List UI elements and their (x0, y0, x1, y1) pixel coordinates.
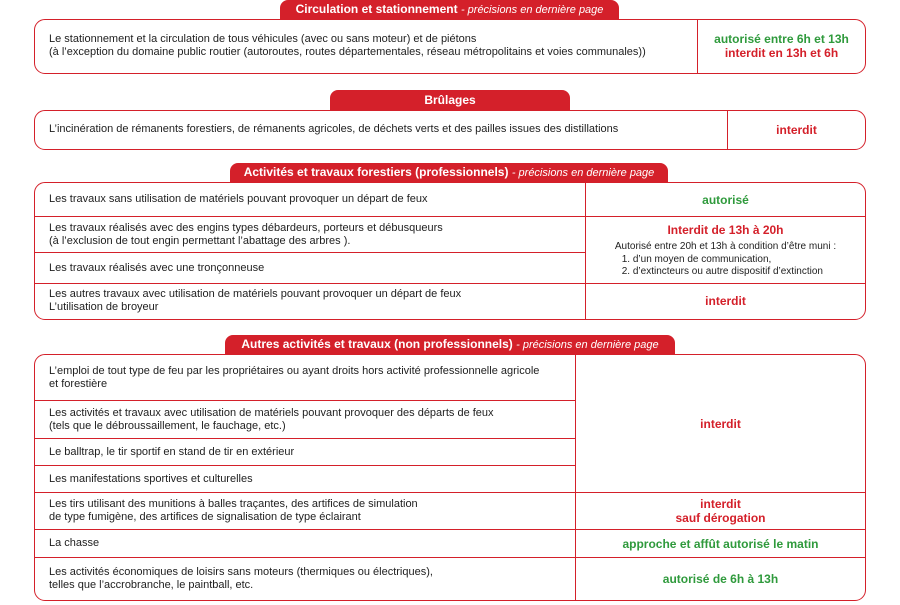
list-item: 1. d’un moyen de communication, (633, 254, 836, 266)
table-row-label (35, 284, 585, 318)
table-brulages (34, 110, 866, 150)
table-row-label (35, 355, 575, 400)
row-text-line: (à l’exclusion de tout engin permettant l’abattage des arbres ). (49, 234, 351, 247)
condition-text: Autorisé entre 20h et 13h à condition d’être muni : (614, 240, 837, 252)
table-row-label (35, 558, 575, 599)
section-header-brulages (330, 90, 570, 110)
table-row-label: L’incinération de rémanents forestiers, de rémanents agricoles, de déchets verts et des pailles issues des distillations (49, 123, 619, 135)
status-forbidden: interdit (705, 294, 746, 308)
status-allowed: approche et affût autorisé le matin (622, 536, 819, 551)
status-forbidden: interdit (700, 416, 741, 431)
row-text-line: Les autres travaux avec utilisation de matériels pouvant provoquer un départ de feux (49, 288, 462, 300)
status-line: sauf dérogation (675, 511, 766, 525)
condition-list (615, 254, 836, 278)
row-text-line: et forestière (49, 377, 108, 390)
row-text-line: Les travaux réalisés avec des engins types débardeurs, porteurs et débusqueurs (49, 221, 443, 234)
row-text-line: Les activités économiques de loisirs sans moteurs (thermiques ou électriques), (49, 565, 433, 578)
section-note: - précisions en dernière page (460, 4, 604, 16)
row-text-line: Les activités et travaux avec utilisation de matériels pouvant provoquer des départs de feux (49, 406, 494, 419)
status-allowed: autorisé de 6h à 13h (662, 571, 779, 586)
merged-value-cell (586, 217, 865, 283)
condition-note (615, 241, 836, 278)
divider (585, 183, 586, 320)
row-text-line: de type fumigène, des artifices de signalisation de type éclairant (49, 511, 361, 523)
section-header-circulation (280, 0, 619, 19)
section-note: - précisions en dernière page (511, 167, 655, 179)
status-allowed: autorisé entre 6h et 13h (714, 32, 849, 46)
table-row-label: Les travaux sans utilisation de matériels pouvant provoquer un départ de feux (49, 193, 428, 205)
row-text-line: L’emploi de tout type de feu par les propriétaires ou ayant droits hors activité professionnelle agricole (49, 364, 540, 377)
status-forbidden: interdit (776, 122, 817, 137)
table-row-label (35, 401, 575, 438)
section-title: Autres activités et travaux (non professionnels) (241, 337, 513, 351)
table-forestiers (34, 182, 866, 320)
table-row-label (35, 217, 585, 252)
status-forbidden: Interdit de 13h à 20h (667, 222, 784, 237)
table-non-professionnels (34, 354, 866, 601)
section-header-forestiers (230, 163, 668, 182)
row-text-line: telles que l’accrobranche, le paintball, etc. (49, 578, 254, 591)
table-row-label: La chasse (49, 537, 100, 549)
section-title: Activités et travaux forestiers (professionnels) (243, 165, 509, 179)
status-line: interdit (700, 497, 741, 511)
section-note: - précisions en dernière page (516, 339, 659, 351)
section-header-non-professionnels (225, 335, 675, 354)
row-text-line: Le stationnement et la circulation de tous véhicules (avec ou sans moteur) et de piétons (49, 33, 477, 45)
status-allowed: autorisé (702, 192, 749, 207)
row-text-line: (tels que le débroussaillement, le fauchage, etc.) (49, 419, 286, 432)
table-row-label: Les manifestations sportives et culturelles (49, 472, 253, 485)
table-row-value (698, 20, 865, 72)
status-forbidden (576, 493, 865, 529)
table-row-label: Le balltrap, le tir sportif en stand de tir en extérieur (49, 445, 295, 458)
table-row-label (35, 20, 697, 72)
table-row-label: Les travaux réalisés avec une tronçonneuse (49, 261, 265, 274)
row-text-line: L’utilisation de broyeur (49, 301, 159, 313)
table-row-label (35, 493, 575, 529)
table-circulation (34, 19, 866, 74)
section-title: Brûlages (424, 93, 476, 107)
status-forbidden: interdit en 13h et 6h (724, 46, 839, 60)
row-text-line: Les tirs utilisant des munitions à balles traçantes, des artifices de simulation (49, 498, 418, 510)
section-title: Circulation et stationnement (295, 2, 458, 16)
row-text-line: (à l’exception du domaine public routier (autoroutes, routes départementales, réseau métropolitains et voies communales)) (49, 46, 646, 58)
divider (575, 355, 576, 601)
list-item: 2. d’extincteurs ou autre dispositif d’extinction (633, 266, 836, 278)
